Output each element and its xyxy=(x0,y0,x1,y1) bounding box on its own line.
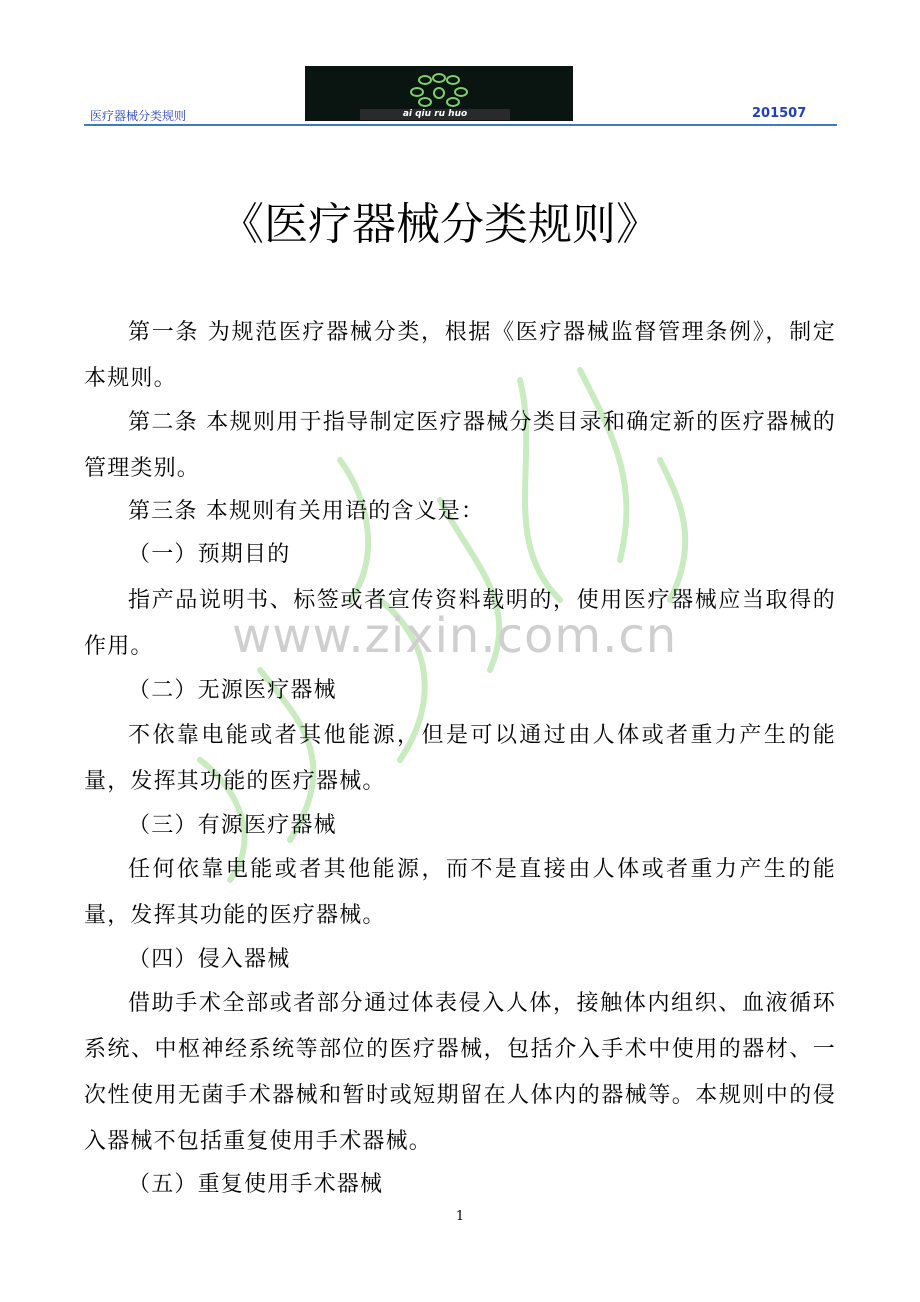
article-1: 第一条 为规范医疗器械分类，根据《医疗器械监督管理条例》，制定本规则。 xyxy=(84,320,836,391)
subheading-2: （二）无源医疗器械 xyxy=(128,678,337,703)
header-rule xyxy=(84,124,837,126)
document-title: 《医疗器械分类规则》 xyxy=(220,199,660,250)
page-number: 1 xyxy=(455,1209,465,1224)
header-right-text: 201507 xyxy=(752,106,807,121)
logo xyxy=(305,66,573,121)
definition-1: 指产品说明书、标签或者宣传资料载明的，使用医疗器械应当取得的作用。 xyxy=(84,588,836,659)
definition-3: 任何依靠电能或者其他能源，而不是直接由人体或者重力产生的能量，发挥其功能的医疗器械。 xyxy=(84,857,836,928)
definition-2: 不依靠电能或者其他能源，但是可以通过由人体或者重力产生的能量，发挥其功能的医疗器械。 xyxy=(84,723,836,794)
logo-caption: ai qiu ru huo xyxy=(360,109,510,120)
subheading-3: （三）有源医疗器械 xyxy=(128,813,337,838)
article-2: 第二条 本规则用于指导制定医疗器械分类目录和确定新的医疗器械的管理类别。 xyxy=(84,410,836,481)
article-3: 第三条 本规则有关用语的含义是： xyxy=(128,499,485,524)
watermark-text: www.zixin.com.cn xyxy=(232,608,678,664)
subheading-5: （五）重复使用手术器械 xyxy=(128,1172,384,1197)
definition-4: 借助手术全部或者部分通过体表侵入人体，接触体内组织、血液循环系统、中枢神经系统等部位的医疗器械，包括介入手术中使用的器材、一次性使用无菌手术器械和暂时或短期留在人体内的器械等。本规则中的侵入器械不包括重复使用手术器械。 xyxy=(84,991,836,1154)
subheading-1: （一）预期目的 xyxy=(128,542,291,567)
header-left-text: 医疗器械分类规则 xyxy=(90,109,187,123)
subheading-4: （四）侵入器械 xyxy=(128,947,291,972)
